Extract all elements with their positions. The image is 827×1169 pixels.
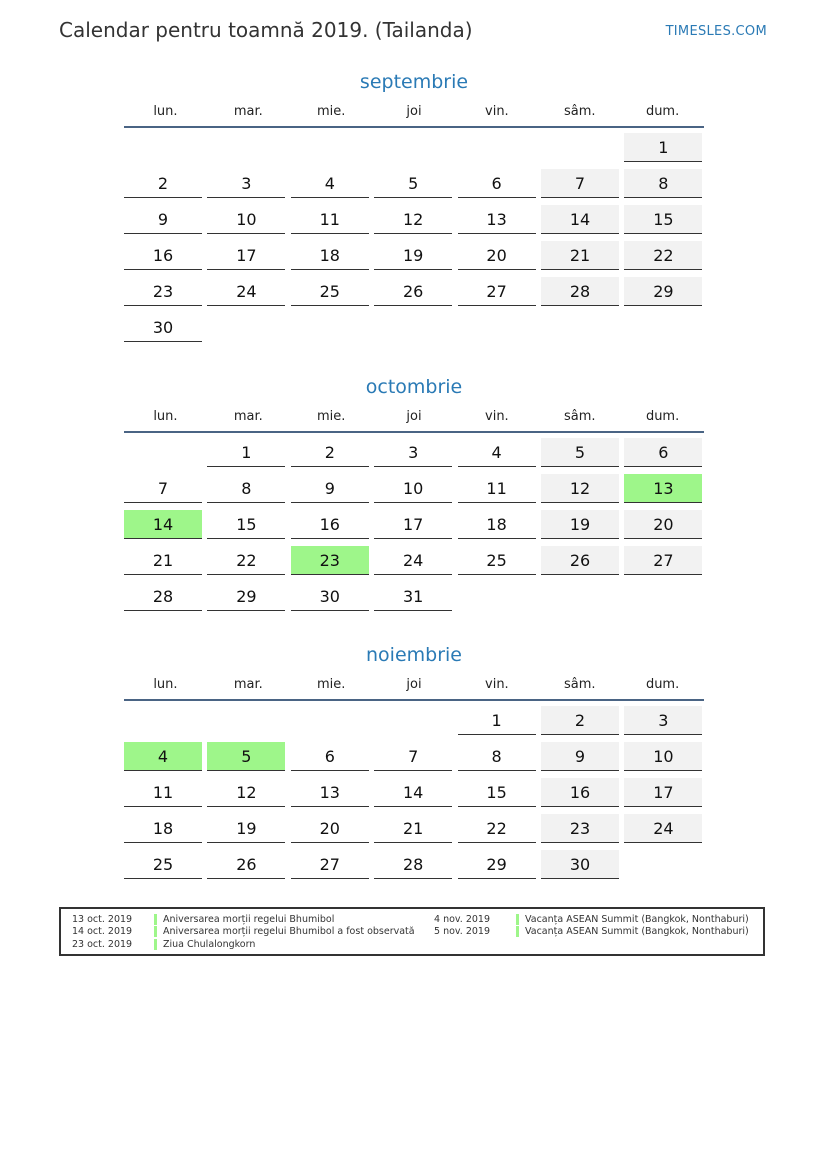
weekday-label: vin.	[485, 409, 509, 424]
day-cell: 15	[207, 510, 285, 539]
day-cell: 25	[458, 546, 536, 575]
legend-description: Aniversarea morții regelui Bhumibol a fost observată	[154, 926, 415, 937]
day-cell: 11	[458, 474, 536, 503]
day-cell: 19	[207, 814, 285, 843]
legend-description: Ziua Chulalongkorn	[154, 939, 255, 950]
day-cell: 17	[624, 778, 702, 807]
weekday-label: dum.	[645, 104, 680, 119]
day-cell: 27	[624, 546, 702, 575]
holiday-day-cell: 14	[124, 510, 202, 539]
legend-row	[434, 913, 749, 926]
day-cell: 31	[374, 582, 452, 611]
day-cell: 26	[374, 277, 452, 306]
day-cell: 9	[124, 205, 202, 234]
legend-row	[434, 926, 749, 939]
day-cell: 8	[458, 742, 536, 771]
day-cell: 16	[291, 510, 369, 539]
legend-row	[72, 926, 415, 939]
day-cell: 5	[374, 169, 452, 198]
day-cell: 19	[541, 510, 619, 539]
day-cell: 24	[207, 277, 285, 306]
legend-date: 14 oct. 2019	[72, 926, 133, 938]
day-cell: 8	[207, 474, 285, 503]
day-cell: 17	[374, 510, 452, 539]
day-cell: 30	[541, 850, 619, 879]
weekday-label: lun.	[153, 409, 178, 424]
day-cell: 17	[207, 241, 285, 270]
day-cell: 1	[458, 706, 536, 735]
legend-row	[72, 938, 415, 951]
weekday-label: vin.	[485, 104, 509, 119]
weekday-label: joi	[406, 409, 422, 424]
day-cell: 20	[458, 241, 536, 270]
day-cell: 11	[291, 205, 369, 234]
day-cell: 7	[541, 169, 619, 198]
day-cell: 22	[624, 241, 702, 270]
day-cell: 18	[124, 814, 202, 843]
day-cell: 28	[124, 582, 202, 611]
day-cell: 3	[207, 169, 285, 198]
month-title: octombrie	[365, 376, 463, 398]
day-cell: 7	[374, 742, 452, 771]
day-cell: 23	[541, 814, 619, 843]
month-september	[124, 68, 704, 349]
holiday-day-cell: 5	[207, 742, 285, 771]
weekday-label: sâm.	[563, 677, 596, 692]
day-cell: 4	[291, 169, 369, 198]
days-grid	[124, 438, 704, 618]
weekday-label: mar.	[233, 409, 263, 424]
holiday-day-cell: 13	[624, 474, 702, 503]
day-cell: 12	[541, 474, 619, 503]
day-cell: 24	[374, 546, 452, 575]
day-cell: 2	[541, 706, 619, 735]
legend-column-left	[72, 913, 415, 951]
weekday-header	[124, 98, 704, 128]
day-cell: 23	[124, 277, 202, 306]
weekday-label: mar.	[233, 677, 263, 692]
day-cell: 27	[291, 850, 369, 879]
day-cell: 1	[624, 133, 702, 162]
day-cell: 6	[291, 742, 369, 771]
day-cell: 5	[541, 438, 619, 467]
day-cell: 27	[458, 277, 536, 306]
day-cell: 20	[624, 510, 702, 539]
day-cell: 14	[541, 205, 619, 234]
legend-date: 13 oct. 2019	[72, 913, 133, 925]
day-cell: 28	[374, 850, 452, 879]
month-november	[124, 641, 704, 886]
day-cell: 22	[207, 546, 285, 575]
day-cell: 24	[624, 814, 702, 843]
weekday-label: mie.	[316, 104, 346, 119]
day-cell: 21	[541, 241, 619, 270]
legend-description: Vacanța ASEAN Summit (Bangkok, Nonthaburi)	[516, 914, 749, 925]
weekday-header	[124, 403, 704, 433]
days-grid	[124, 133, 704, 349]
day-cell: 21	[374, 814, 452, 843]
day-cell: 26	[207, 850, 285, 879]
day-cell: 8	[624, 169, 702, 198]
month-october	[124, 373, 704, 618]
legend-row	[72, 913, 415, 926]
day-cell: 11	[124, 778, 202, 807]
month-title: noiembrie	[366, 644, 462, 666]
day-cell: 16	[541, 778, 619, 807]
day-cell: 3	[374, 438, 452, 467]
day-cell: 18	[291, 241, 369, 270]
day-cell: 30	[124, 313, 202, 342]
day-cell: 16	[124, 241, 202, 270]
day-cell: 7	[124, 474, 202, 503]
weekday-label: dum.	[645, 677, 680, 692]
month-title: septembrie	[359, 71, 469, 93]
site-name[interactable]: TIMESLES.COM	[665, 24, 767, 39]
weekday-label: sâm.	[563, 409, 596, 424]
day-cell: 10	[624, 742, 702, 771]
day-cell: 10	[374, 474, 452, 503]
days-grid	[124, 706, 704, 886]
legend-date: 4 nov. 2019	[434, 913, 490, 925]
day-cell: 29	[624, 277, 702, 306]
day-cell: 28	[541, 277, 619, 306]
weekday-label: vin.	[485, 677, 509, 692]
day-cell: 13	[458, 205, 536, 234]
weekday-label: lun.	[153, 677, 178, 692]
day-cell: 21	[124, 546, 202, 575]
day-cell: 4	[458, 438, 536, 467]
day-cell: 6	[624, 438, 702, 467]
day-cell: 15	[624, 205, 702, 234]
weekday-label: mie.	[316, 409, 346, 424]
day-cell: 9	[541, 742, 619, 771]
weekday-header	[124, 671, 704, 701]
day-cell: 14	[374, 778, 452, 807]
weekday-label: joi	[406, 677, 422, 692]
day-cell: 2	[291, 438, 369, 467]
day-cell: 12	[207, 778, 285, 807]
day-cell: 10	[207, 205, 285, 234]
day-cell: 18	[458, 510, 536, 539]
day-cell: 9	[291, 474, 369, 503]
day-cell: 12	[374, 205, 452, 234]
weekday-label: mar.	[233, 104, 263, 119]
day-cell: 25	[124, 850, 202, 879]
day-cell: 22	[458, 814, 536, 843]
weekday-label: dum.	[645, 409, 680, 424]
weekday-label: sâm.	[563, 104, 596, 119]
weekday-label: lun.	[153, 104, 178, 119]
day-cell: 1	[207, 438, 285, 467]
legend-description: Aniversarea morții regelui Bhumibol	[154, 914, 334, 925]
day-cell: 6	[458, 169, 536, 198]
holiday-day-cell: 4	[124, 742, 202, 771]
legend-date: 23 oct. 2019	[72, 938, 133, 950]
day-cell: 2	[124, 169, 202, 198]
day-cell: 25	[291, 277, 369, 306]
holiday-legend	[59, 907, 765, 956]
legend-description: Vacanța ASEAN Summit (Bangkok, Nonthaburi)	[516, 926, 749, 937]
day-cell: 29	[458, 850, 536, 879]
weekday-label: mie.	[316, 677, 346, 692]
day-cell: 19	[374, 241, 452, 270]
day-cell: 20	[291, 814, 369, 843]
day-cell: 15	[458, 778, 536, 807]
day-cell: 29	[207, 582, 285, 611]
legend-column-right	[434, 913, 749, 938]
page-title: Calendar pentru toamnă 2019. (Tailanda)	[59, 18, 473, 42]
holiday-day-cell: 23	[291, 546, 369, 575]
legend-date: 5 nov. 2019	[434, 926, 490, 938]
day-cell: 30	[291, 582, 369, 611]
day-cell: 26	[541, 546, 619, 575]
day-cell: 3	[624, 706, 702, 735]
weekday-label: joi	[406, 104, 422, 119]
day-cell: 13	[291, 778, 369, 807]
